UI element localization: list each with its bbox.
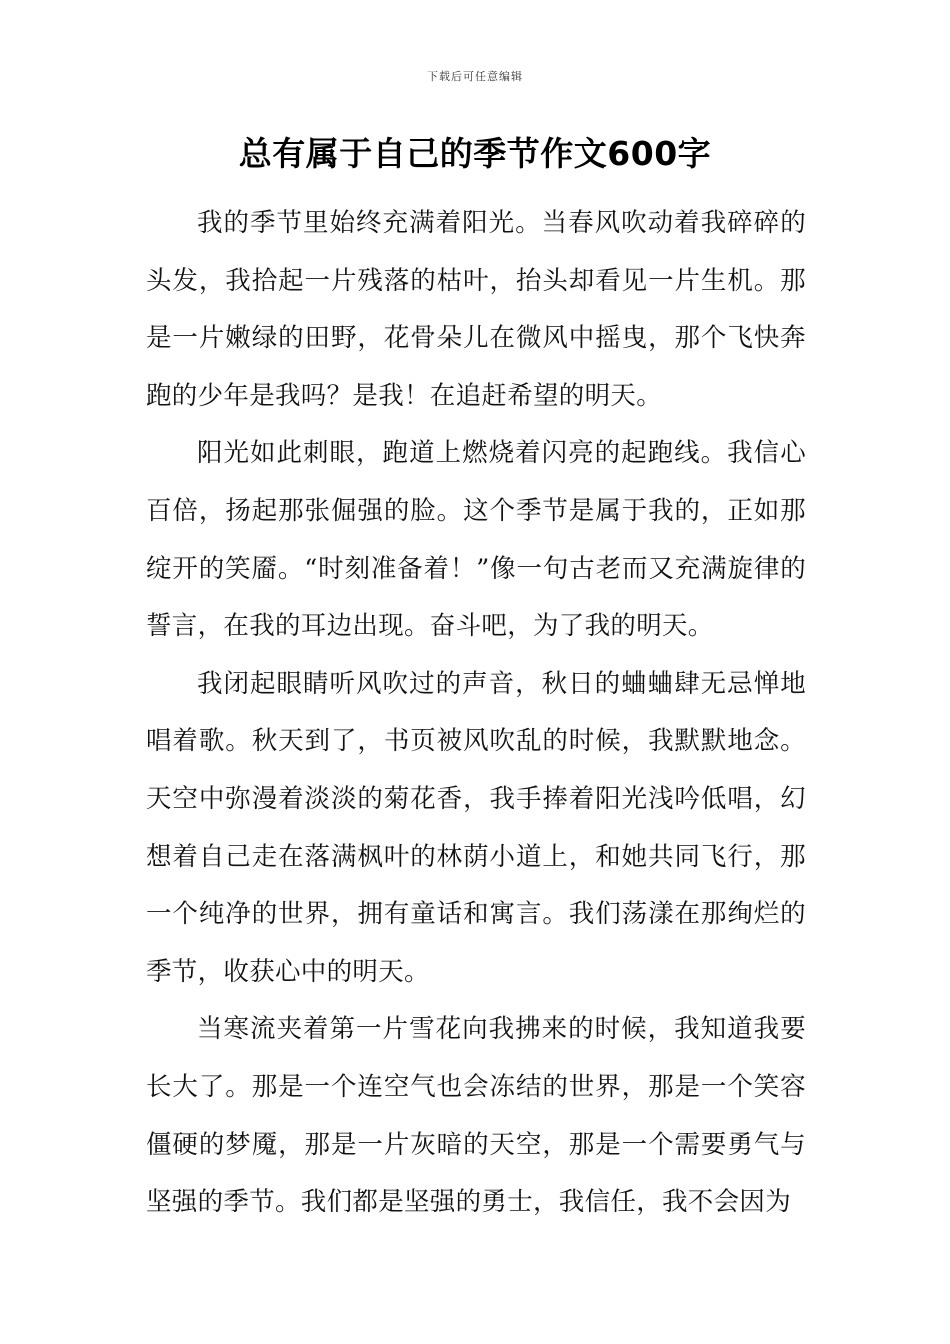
page-title: 总有属于自己的季节作文600字 [238, 134, 712, 173]
paragraph-3: 我闭起眼睛听风吹过的声音，秋日的蛐蛐肆无忌惮地唱着歌。秋天到了，书页被风吹乱的时候，我默默地念。天空中弥漫着淡淡的菊花香，我手捧着阳光浅吟低唱，幻想着自己走在落满枫叶的林荫小道上，和她共同飞行，那一个纯净的世界，拥有童话和寓言。我们荡漾在那绚烂的季节，收获心中的明天。 [146, 668, 806, 987]
paragraph-2: 阳光如此刺眼，跑道上燃烧着闪亮的起跑线。我信心百倍，扬起那张倔强的脸。这个季节是属于我的，正如那绽开的笑靥。“时刻准备着！”像一句古老而又充满旋律的誓言，在我的耳边出现。奋斗吧，为了我的明天。 [146, 438, 806, 642]
paragraph-4: 当寒流夹着第一片雪花向我拂来的时候，我知道我要长大了。那是一个连空气也会冻结的世界，那是一个笑容僵硬的梦魇，那是一片灰暗的天空，那是一个需要勇气与坚强的季节。我们都是坚强的勇士，我信任，我不会因为 [146, 1014, 806, 1218]
header-note: 下载后可任意编辑 [427, 70, 523, 83]
article-body [146, 195, 806, 1232]
paragraph-1: 我的季节里始终充满着阳光。当春风吹动着我碎碎的头发，我拾起一片残落的枯叶，抬头却看见一片生机。那是一片嫩绿的田野，花骨朵儿在微风中摇曳，那个飞快奔跑的少年是我吗？是我！在追赶希望的明天。 [146, 208, 806, 411]
